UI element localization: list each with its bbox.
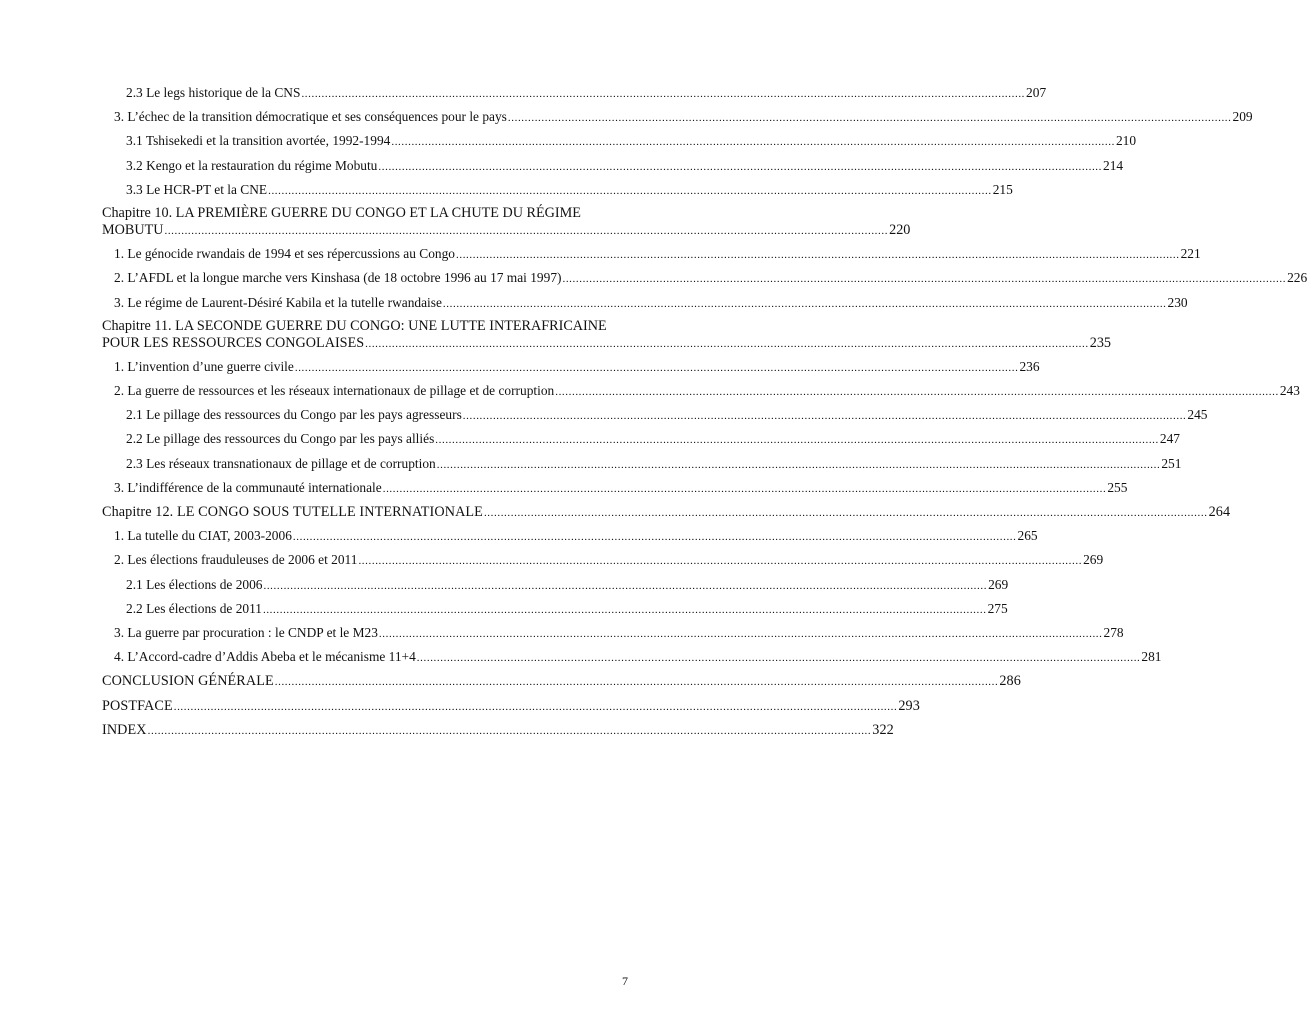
toc-entry-page: 278 <box>1103 624 1124 640</box>
toc-entry-title: 3. L’échec de la transition démocratique et ses conséquences pour le pays <box>114 109 507 125</box>
toc-chapter-title: CONCLUSION GÉNÉRALE <box>102 673 274 690</box>
toc-entry-title: 1. La tutelle du CIAT, 2003-2006 <box>114 528 292 544</box>
toc-entry-page: 207 <box>1026 85 1047 100</box>
toc-entry <box>102 181 1013 200</box>
leader-dots <box>148 721 872 740</box>
toc-entry-page: 245 <box>1187 407 1208 423</box>
toc-entry-page: 214 <box>1103 157 1124 173</box>
toc-entry-page: 221 <box>1180 246 1201 262</box>
leader-dots <box>391 132 1115 151</box>
toc-entry-page: 226 <box>1287 270 1307 286</box>
toc-entry-page: 281 <box>1141 649 1162 665</box>
toc-entry-page: 251 <box>1161 455 1182 471</box>
leader-dots <box>383 479 1107 498</box>
toc-entry-title: 2.3 Les réseaux transnationaux de pillage et de corruption <box>126 455 436 471</box>
toc-entry-title: 2.1 Les élections de 2006 <box>126 576 263 592</box>
toc-entry-title: 2. Les élections frauduleuses de 2006 et 2011 <box>114 552 358 568</box>
page-number: 7 <box>622 974 628 988</box>
toc-entry-page: 243 <box>1279 383 1300 399</box>
toc-entry <box>102 600 1008 619</box>
toc-entry-title: 2.1 Le pillage des ressources du Congo par les pays agresseurs <box>126 407 462 423</box>
toc-entry-title: 3. La guerre par procuration : le CNDP et le M23 <box>114 624 378 640</box>
toc-entry <box>102 269 1307 288</box>
toc-entry <box>102 551 1104 570</box>
toc-entry <box>102 157 1124 176</box>
toc-entry <box>102 84 1047 103</box>
toc-entry-title: 3.2 Kengo et la restauration du régime Mobutu <box>126 157 378 173</box>
leader-dots <box>295 358 1019 377</box>
toc-entry-page: 230 <box>1167 294 1188 310</box>
toc-entry <box>102 245 1201 264</box>
leader-dots <box>463 406 1187 425</box>
toc-entry-title: 2.2 Les élections de 2011 <box>126 600 262 616</box>
toc-entry-page: 236 <box>1019 358 1040 374</box>
toc-entry <box>102 294 1188 313</box>
leader-dots <box>365 335 1089 353</box>
toc-entry-title: 3. L’indifférence de la communauté internationale <box>114 479 382 495</box>
toc-postface <box>102 697 920 716</box>
toc-entry-title: 2. La guerre de ressources et les réseaux internationaux de pillage et de corruption <box>114 383 555 399</box>
toc-entry <box>102 455 1182 474</box>
toc-chapter-page: 322 <box>872 721 894 738</box>
toc-chapter-title: Chapitre 10. LA PREMIÈRE GUERRE DU CONGO ET LA CHUTE DU RÉGIME <box>102 204 581 221</box>
toc-entry-title: 2.2 Le pillage des ressources du Congo par les pays alliés <box>126 431 435 447</box>
toc-chapter-page: 220 <box>889 221 911 238</box>
toc-chapter-11 <box>102 317 1112 353</box>
table-of-contents <box>102 84 1307 745</box>
toc-entry-title: 3.1 Tshisekedi et la transition avortée, 1992-1994 <box>126 133 391 149</box>
toc-entry-title: 3. Le régime de Laurent-Désiré Kabila et la tutelle rwandaise <box>114 294 442 310</box>
toc-chapter-page: 264 <box>1208 504 1231 520</box>
leader-dots <box>435 430 1159 449</box>
leader-dots <box>379 624 1103 643</box>
toc-entry <box>102 527 1038 546</box>
toc-entry <box>102 358 1040 377</box>
leader-dots <box>293 527 1017 546</box>
toc-chapter-title-cont: MOBUTU <box>102 221 164 238</box>
toc-entry-page: 255 <box>1107 479 1128 495</box>
toc-chapter-10 <box>102 204 911 240</box>
toc-entry-page: 269 <box>1083 552 1104 568</box>
leader-dots <box>378 157 1102 176</box>
toc-entry <box>102 624 1124 643</box>
toc-entry-title: 1. Le génocide rwandais de 1994 et ses répercussions au Congo <box>114 246 455 262</box>
toc-entry-page: 247 <box>1159 431 1180 447</box>
leader-dots <box>456 245 1180 264</box>
toc-entry-page: 269 <box>988 576 1009 592</box>
toc-entry-page: 275 <box>987 600 1008 616</box>
leader-dots <box>268 181 992 200</box>
toc-entry-page: 210 <box>1115 133 1137 149</box>
leader-dots <box>443 294 1167 313</box>
toc-entry <box>102 382 1300 401</box>
leader-dots <box>301 84 1025 103</box>
leader-dots <box>417 648 1141 667</box>
leader-dots <box>437 455 1161 474</box>
toc-index <box>102 721 894 740</box>
toc-entry <box>102 648 1162 667</box>
leader-dots <box>484 503 1208 522</box>
toc-entry <box>102 576 1009 595</box>
toc-chapter-title: Chapitre 11. LA SECONDE GUERRE DU CONGO: UNE LUTTE INTERAFRICAINE <box>102 317 607 334</box>
leader-dots <box>358 551 1082 570</box>
toc-entry <box>102 406 1208 425</box>
leader-dots <box>562 269 1286 288</box>
toc-entry <box>102 479 1128 498</box>
toc-chapter-page: 293 <box>898 697 920 714</box>
toc-chapter-title: Chapitre 12. LE CONGO SOUS TUTELLE INTERNATIONALE <box>102 504 483 520</box>
leader-dots <box>263 600 987 619</box>
toc-entry-page: 265 <box>1017 528 1038 544</box>
toc-chapter-12 <box>102 503 1231 522</box>
toc-chapter-title: POSTFACE <box>102 697 173 714</box>
toc-entry <box>102 108 1253 127</box>
toc-entry-title: 3.3 Le HCR-PT et la CNE <box>126 181 268 197</box>
leader-dots <box>263 576 987 595</box>
toc-chapter-page: 235 <box>1089 334 1112 351</box>
toc-entry <box>102 132 1137 151</box>
toc-entry-title: 2. L’AFDL et la longue marche vers Kinshasa (de 18 octobre 1996 au 17 mai 1997) <box>114 270 562 286</box>
leader-dots <box>275 672 999 691</box>
toc-entry-title: 2.3 Le legs historique de la CNS <box>126 85 301 100</box>
toc-chapter-title: INDEX <box>102 721 147 738</box>
toc-entry-title: 4. L’Accord-cadre d’Addis Abeba et le mécanisme 11+4 <box>114 649 416 665</box>
leader-dots <box>174 697 898 716</box>
toc-chapter-page: 286 <box>999 673 1021 690</box>
leader-dots <box>555 382 1279 401</box>
toc-entry <box>102 430 1180 449</box>
toc-entry-page: 209 <box>1232 109 1253 125</box>
leader-dots <box>508 108 1232 127</box>
toc-conclusion <box>102 672 1021 691</box>
toc-entry-page: 215 <box>992 181 1013 197</box>
toc-entry-title: 1. L’invention d’une guerre civile <box>114 358 294 374</box>
toc-chapter-title-cont: POUR LES RESSOURCES CONGOLAISES <box>102 334 365 351</box>
leader-dots <box>164 222 888 240</box>
